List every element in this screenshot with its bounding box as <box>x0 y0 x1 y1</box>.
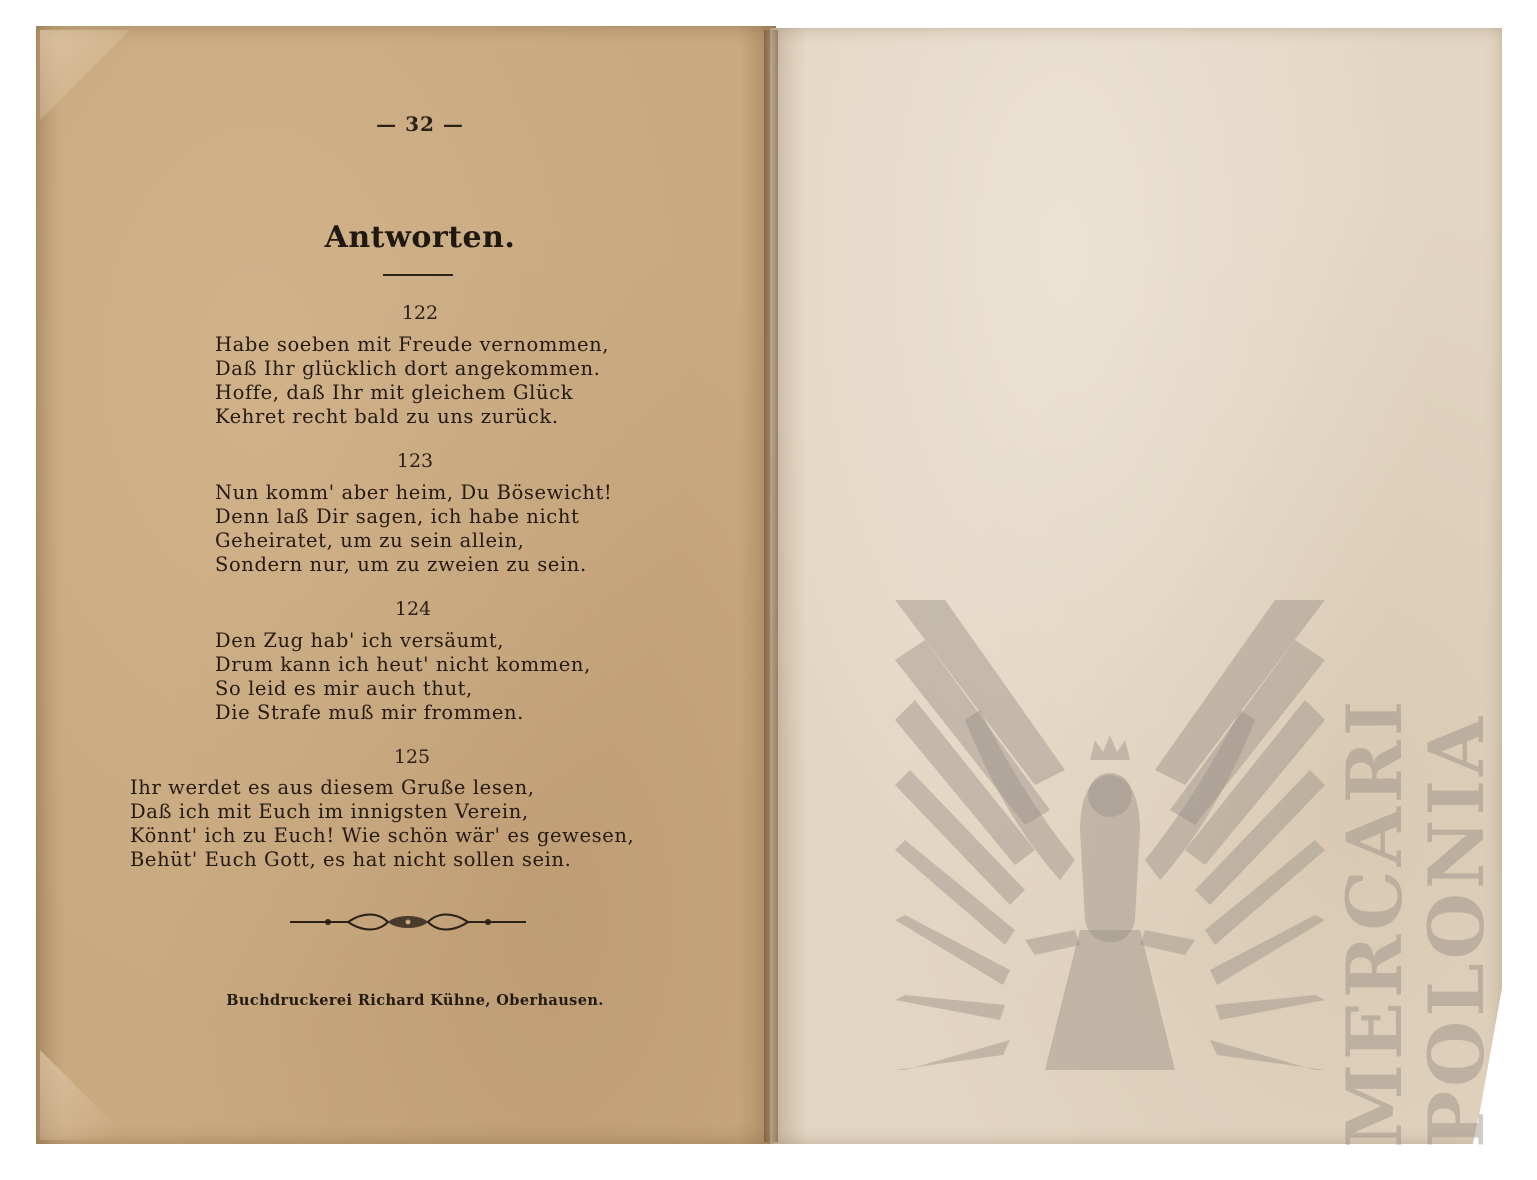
verse-line: Behüt' Euch Gott, es hat nicht sollen sein. <box>130 848 572 871</box>
verse-123 <box>215 481 612 577</box>
verse-line: Den Zug hab' ich versäumt, <box>215 629 505 652</box>
verse-line: Hoffe, daß Ihr mit gleichem Glück <box>215 381 574 404</box>
page-heading: Antworten. <box>324 220 516 255</box>
verse-line: Könnt' ich zu Euch! Wie schön wär' es gewesen, <box>130 824 635 847</box>
verse-line: Denn laß Dir sagen, ich habe nicht <box>215 505 580 528</box>
verse-line: Habe soeben mit Freude vernommen, <box>215 333 610 356</box>
verse-line: Geheiratet, um zu sein allein, <box>215 529 525 552</box>
heading-rule <box>383 274 453 276</box>
page-number: — 32 — <box>376 112 464 136</box>
book-gutter <box>764 30 778 1142</box>
watermark-line-1: MERCARI <box>1330 696 1419 1148</box>
verse-number-123: 123 <box>396 450 434 472</box>
watermark-line-2: POLONIA <box>1412 713 1501 1148</box>
verse-line: Ihr werdet es aus diesem Gruße lesen, <box>130 776 535 799</box>
verse-124 <box>215 629 591 725</box>
verse-122 <box>215 333 609 429</box>
left-page <box>36 26 776 1144</box>
verse-line: Kehret recht bald zu uns zurück. <box>215 405 559 428</box>
verse-125 <box>130 776 634 872</box>
verse-number-124: 124 <box>394 598 432 620</box>
verse-line: Daß ich mit Euch im innigsten Verein, <box>130 800 529 823</box>
verse-line: Daß Ihr glücklich dort angekommen. <box>215 357 601 380</box>
verse-line: Drum kann ich heut' nicht kommen, <box>215 653 591 676</box>
verse-number-122: 122 <box>401 302 439 324</box>
verse-number-125: 125 <box>393 746 431 768</box>
verse-line: Nun komm' aber heim, Du Bösewicht! <box>215 481 613 504</box>
verse-line: Sondern nur, um zu zweien zu sein. <box>215 553 587 576</box>
printer-imprint: Buchdruckerei Richard Kühne, Oberhausen. <box>226 992 604 1009</box>
verse-line: So leid es mir auch thut, <box>215 677 473 700</box>
ornament-divider <box>288 910 528 934</box>
verse-line: Die Strafe muß mir frommen. <box>215 701 524 724</box>
